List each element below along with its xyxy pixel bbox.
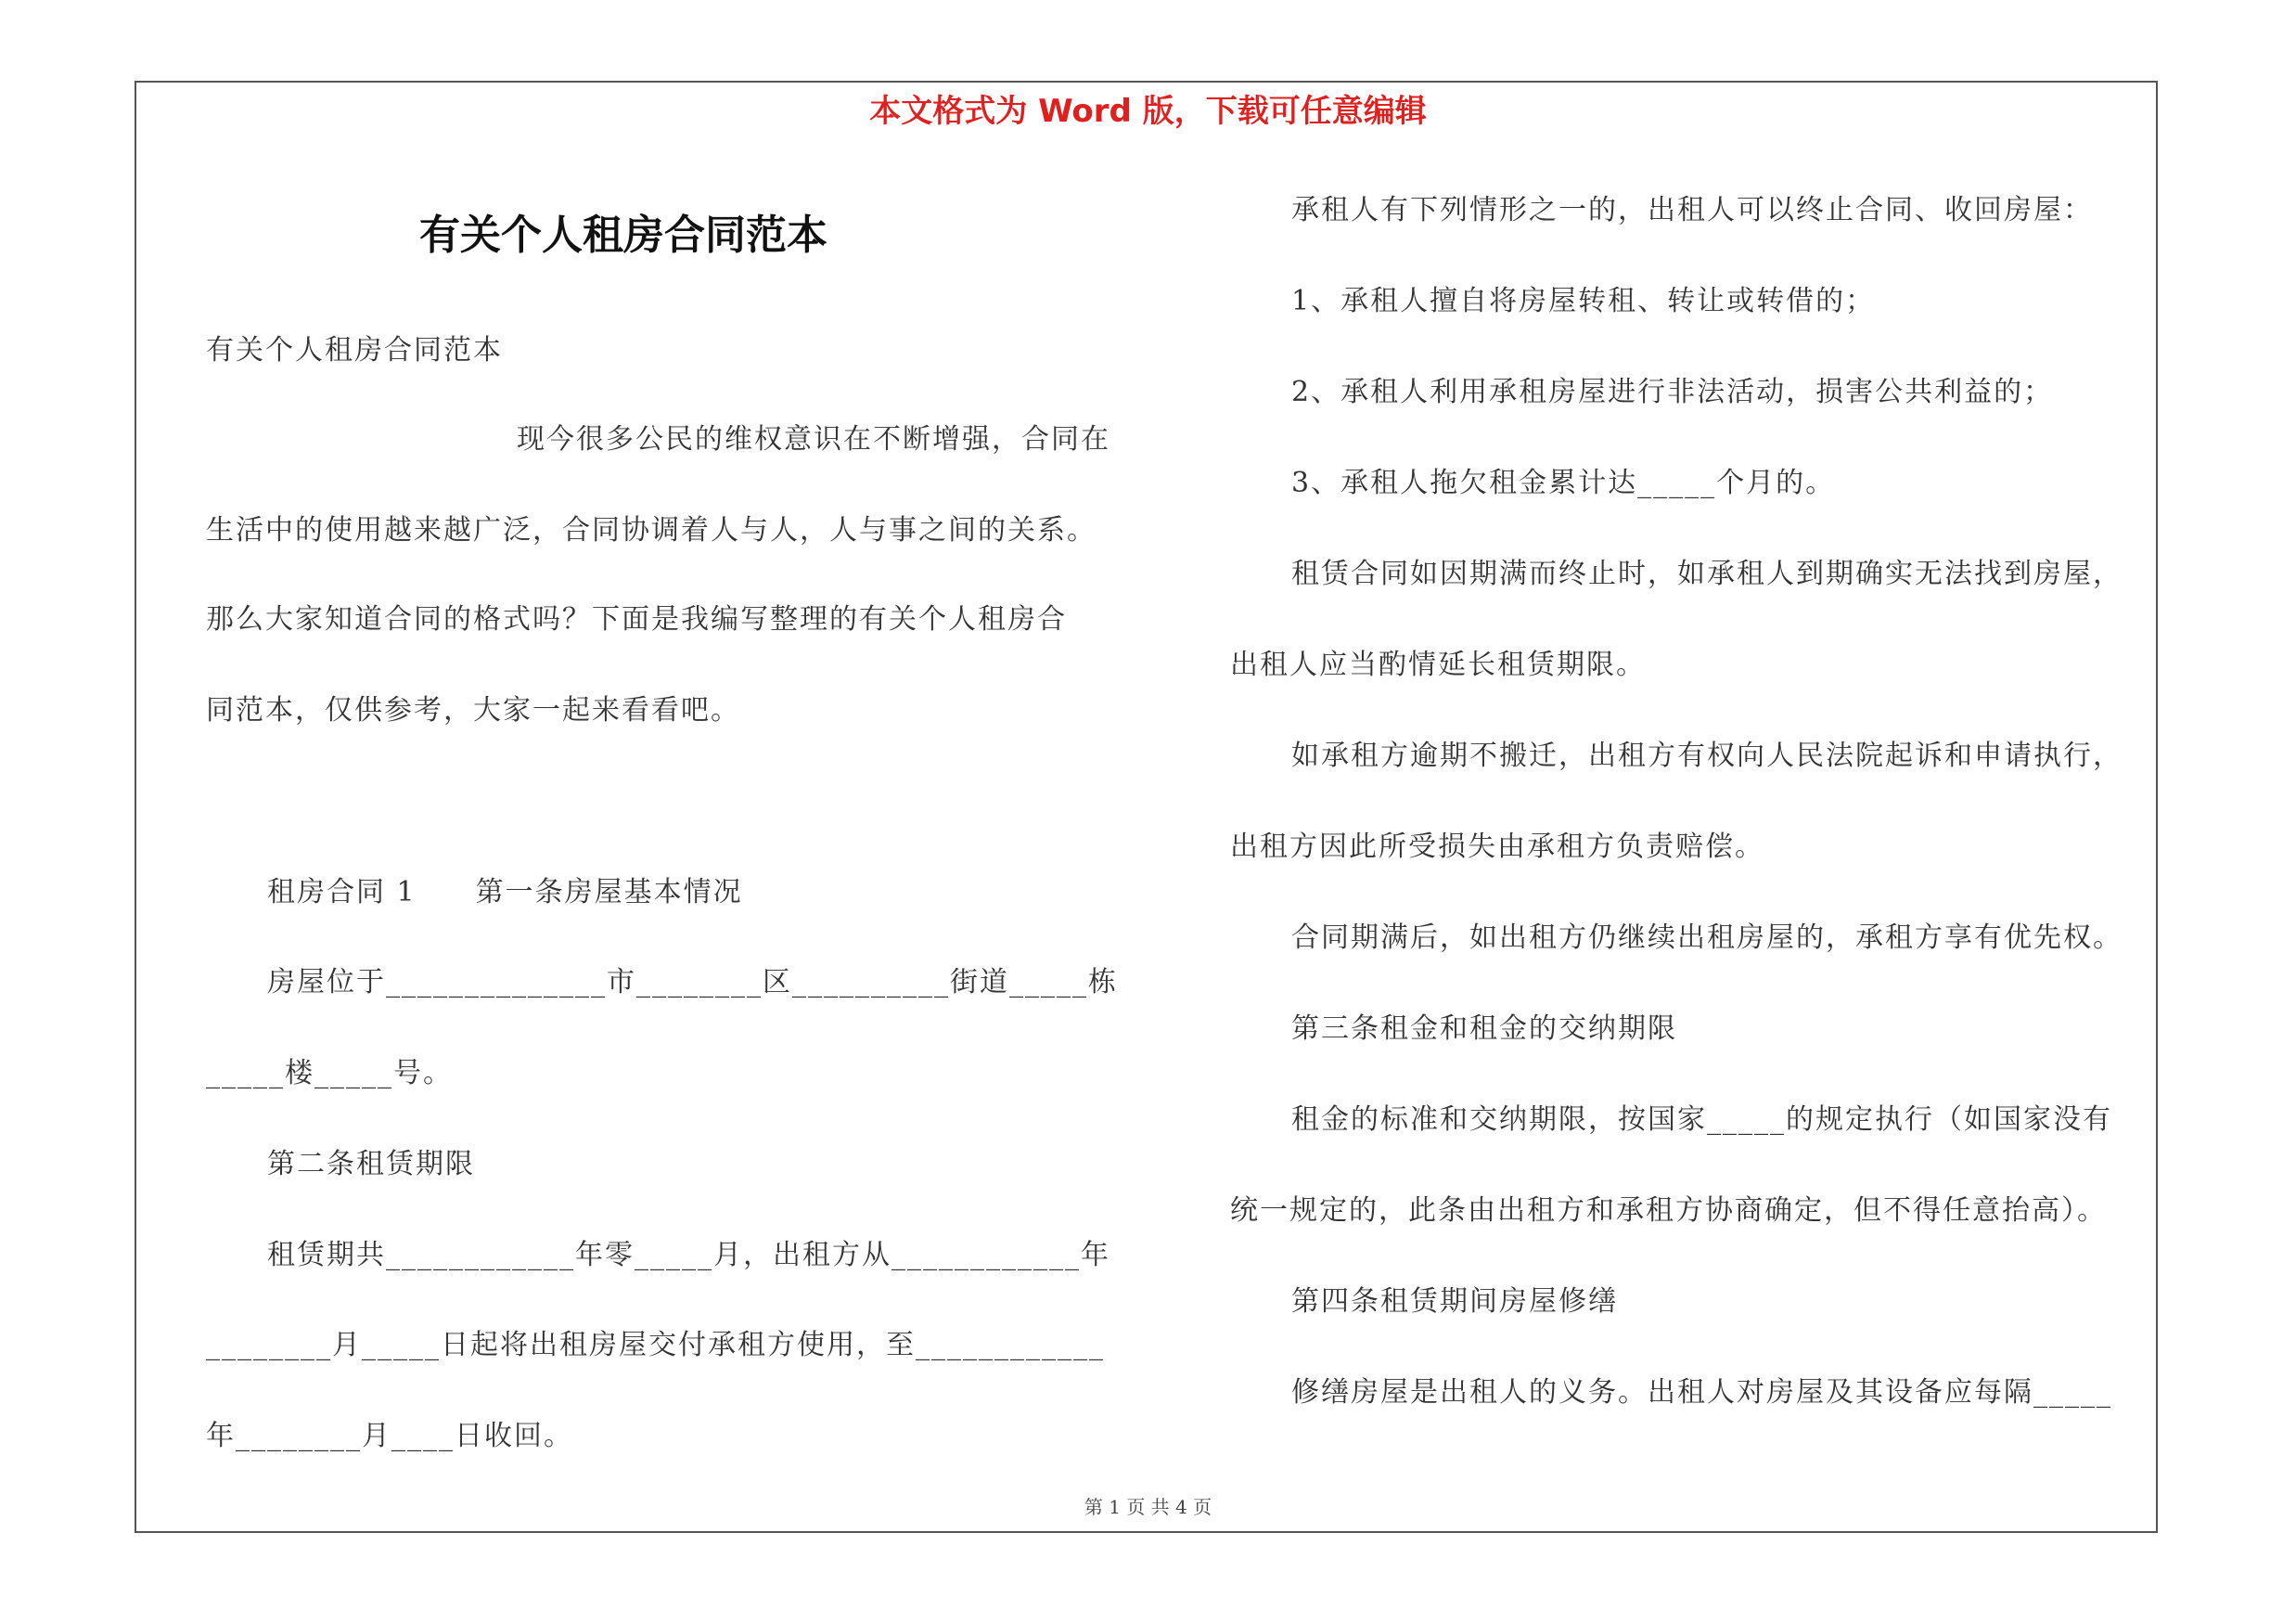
left-paragraph-line: _____楼_____号。 [206, 1057, 453, 1089]
document-title: 有关个人租房合同范本 [419, 212, 827, 259]
right-list-item: 2、承租人利用承租房屋进行非法活动，损害公共利益的； [1291, 376, 2054, 408]
contract-section-heading: 租房合同 1 第一条房屋基本情况 [267, 876, 743, 908]
left-paragraph-line: ________月_____日起将出租房屋交付承租方使用，至____________ [206, 1329, 1105, 1361]
left-paragraph-line: 现今很多公民的维权意识在不断增强，合同在 [517, 423, 1110, 456]
right-paragraph-line: 修缮房屋是出租人的义务。出租人对房屋及其设备应每隔_____ [1291, 1376, 2112, 1409]
left-heading: 有关个人租房合同范本 [206, 334, 503, 367]
right-list-item: 3、承租人拖欠租金累计达_____个月的。 [1291, 467, 1836, 499]
word-format-banner: 本文格式为 Word 版，下载可任意编辑 [869, 93, 1427, 130]
left-paragraph-line: 同范本，仅供参考，大家一起来看看吧。 [206, 694, 740, 727]
right-list-item: 1、承租人擅自将房屋转租、转让或转借的； [1291, 285, 1876, 317]
left-paragraph-line: 生活中的使用越来越广泛，合同协调着人与人，人与事之间的关系。 [206, 514, 1097, 547]
right-paragraph-line: 出租人应当酌情延长租赁期限。 [1230, 649, 1646, 681]
left-paragraph-line: 那么大家知道合同的格式吗？下面是我编写整理的有关个人租房合 [206, 603, 1067, 636]
left-paragraph-line: 租赁期共____________年零_____月，出租方从____________年 [267, 1239, 1110, 1271]
section-heading: 第三条租金和租金的交纳期限 [1291, 1012, 1677, 1045]
right-paragraph-line: 如承租方逾期不搬迁，出租方有权向人民法院起诉和申请执行， [1291, 740, 2123, 772]
right-paragraph-line: 租金的标准和交纳期限，按国家_____的规定执行（如国家没有 [1291, 1103, 2112, 1136]
page-number-footer: 第 1 页 共 4 页 [1084, 1496, 1212, 1518]
right-paragraph-line: 承租人有下列情形之一的，出租人可以终止合同、收回房屋： [1291, 194, 2093, 226]
right-paragraph-line: 合同期满后，如出租方仍继续出租房屋的，承租方享有优先权。 [1291, 921, 2123, 954]
right-paragraph-line: 租赁合同如因期满而终止时，如承租人到期确实无法找到房屋， [1291, 558, 2123, 590]
left-paragraph-line: 房屋位于______________市________区__________街道_____栋 [267, 966, 1118, 998]
section-heading: 第四条租赁期间房屋修缮 [1291, 1285, 1618, 1318]
section-heading: 第二条租赁期限 [267, 1148, 475, 1180]
right-paragraph-line: 出租方因此所受损失由承租方负责赔偿。 [1230, 831, 1764, 863]
left-paragraph-line: 年________月____日收回。 [206, 1420, 573, 1452]
right-paragraph-line: 统一规定的，此条由出租方和承租方协商确定，但不得任意抬高）。 [1230, 1194, 2107, 1227]
